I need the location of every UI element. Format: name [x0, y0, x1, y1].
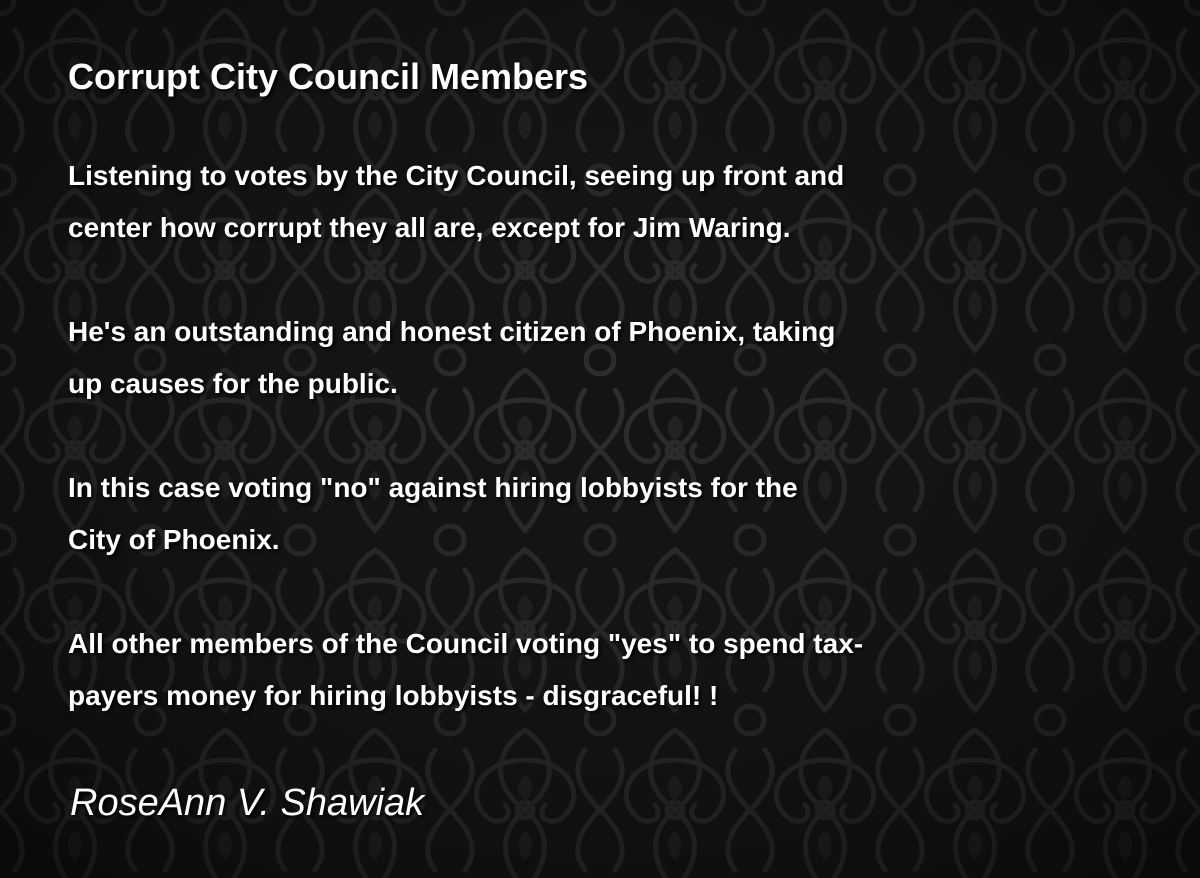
poem-stanza: [68, 462, 798, 566]
poem-stanza: [68, 306, 835, 410]
poem-line: center how corrupt they all are, except for Jim Waring.: [68, 212, 791, 243]
poem-line: Listening to votes by the City Council, seeing up front and: [68, 160, 845, 191]
poem-line: He's an outstanding and honest citizen of Phoenix, taking: [68, 316, 836, 347]
poem-title: Corrupt City Council Members: [68, 56, 589, 97]
poem-line: City of Phoenix.: [68, 524, 280, 555]
poem-line: up causes for the public.: [68, 368, 398, 399]
poem-line: In this case voting "no" against hiring lobbyists for the: [68, 472, 798, 503]
poem-stanza: [68, 618, 863, 722]
poem-stanza: [68, 150, 844, 254]
poem-author: RoseAnn V. Shawiak: [70, 782, 425, 824]
poem-line: All other members of the Council voting "yes" to spend tax-: [68, 628, 864, 659]
poem-line: payers money for hiring lobbyists - disgraceful! !: [68, 680, 719, 711]
